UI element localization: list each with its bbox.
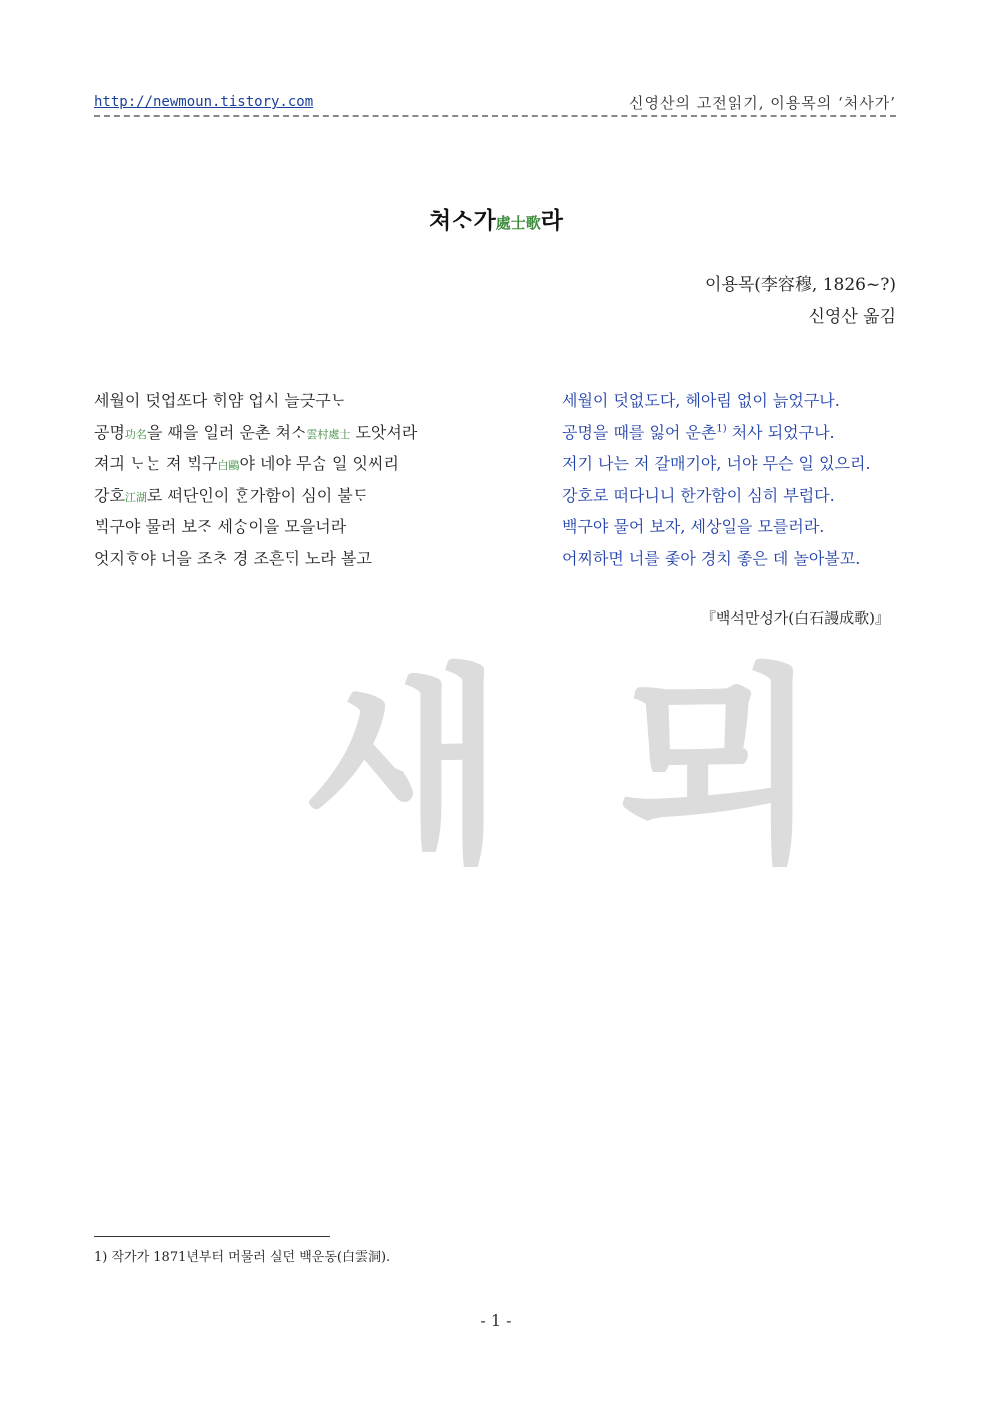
original-hanja: 江湖 [124, 490, 147, 504]
translation-line: 어찌하면 너를 좇아 경치 좋은 데 놀아볼꼬. [562, 548, 861, 568]
original-text: 야 네야 무ᄉᆞᆷ 일 잇씨리 [239, 454, 399, 473]
original-text: 져긔 ᄂᆞᄂᆞᆫ 져 ᄇᆡᆨ구 [94, 454, 218, 473]
title-hanja: 處士歌 [495, 214, 541, 232]
original-line [94, 420, 417, 443]
title-suffix: 라 [540, 207, 563, 234]
page-number: - 1 - [480, 1311, 512, 1330]
translation-line: 공명을 때를 잃어 운촌$^{1)}$ 처사 되었구나. [562, 422, 835, 442]
footnote: 1) 작가가 1871년부터 머물러 실던 백운동(白雲洞). [94, 1250, 391, 1265]
footnote-divider [94, 1236, 330, 1237]
original-text: 엇지ᄒᆞ야 너을 조ᄎᆞ 경 조흔ᄃᆡ 노라 볼고 [94, 548, 372, 568]
header-divider [94, 115, 896, 117]
original-line [94, 388, 346, 411]
original-text: ᄇᆡᆨ구야 물러 보ᄌᆞ 세ᄉᆞᆼ이을 모을너라 [94, 517, 347, 536]
original-line [94, 451, 399, 474]
footnote-marker[interactable]: 1) [716, 423, 727, 435]
translation-line: 강호로 떠다니니 한가함이 심히 부럽다. [562, 485, 835, 505]
original-text: 도앗셔라 [350, 422, 418, 442]
header-title: 신영산의 고전읽기, 이용목의 ‘처사가’ [629, 94, 896, 112]
original-text: 강호 [94, 485, 125, 505]
original-line [94, 483, 368, 506]
original-hanja: 雲村處士 [306, 427, 351, 441]
original-text: 을 ᄯᅢ을 일러 운촌 쳐ᄉᆞ [146, 422, 307, 442]
source-citation: 『백석만성가(白石謾成歌)』 [700, 609, 890, 627]
original-hanja: 功名 [124, 427, 147, 441]
translation-line: 백구야 물어 보자, 세상일을 모를러라. [562, 517, 825, 536]
header-url-link[interactable]: http://newmoun.tistory.com [94, 94, 314, 110]
translation-line: 저기 나는 저 갈매기야, 너야 무슨 일 있으리. [562, 454, 871, 473]
original-hanja: 白鷗 [217, 459, 240, 472]
author-line: 이용목(李容穆, 1826~?) [705, 275, 896, 295]
original-line [94, 546, 372, 569]
page-title [0, 202, 992, 235]
translation-line: 세월이 덧없도다, 헤아림 없이 늙었구나. [562, 391, 840, 410]
original-line [94, 514, 346, 537]
translator-line: 신영산 옮김 [808, 307, 896, 327]
title-main: 쳐ᄉᆞ가 [429, 207, 496, 234]
watermark: 새 뫼 [302, 646, 841, 891]
original-text: 공명 [94, 422, 125, 442]
original-text: 로 ᄯᅥ단인이 ᄒᆞᆫ가함이 심이 불ᄃᆞ [146, 485, 369, 505]
original-text: 세월이 덧업ᄯᅩ다 ᄒᆡ얌 업시 늘긋구ᄂᆞ [94, 391, 347, 410]
